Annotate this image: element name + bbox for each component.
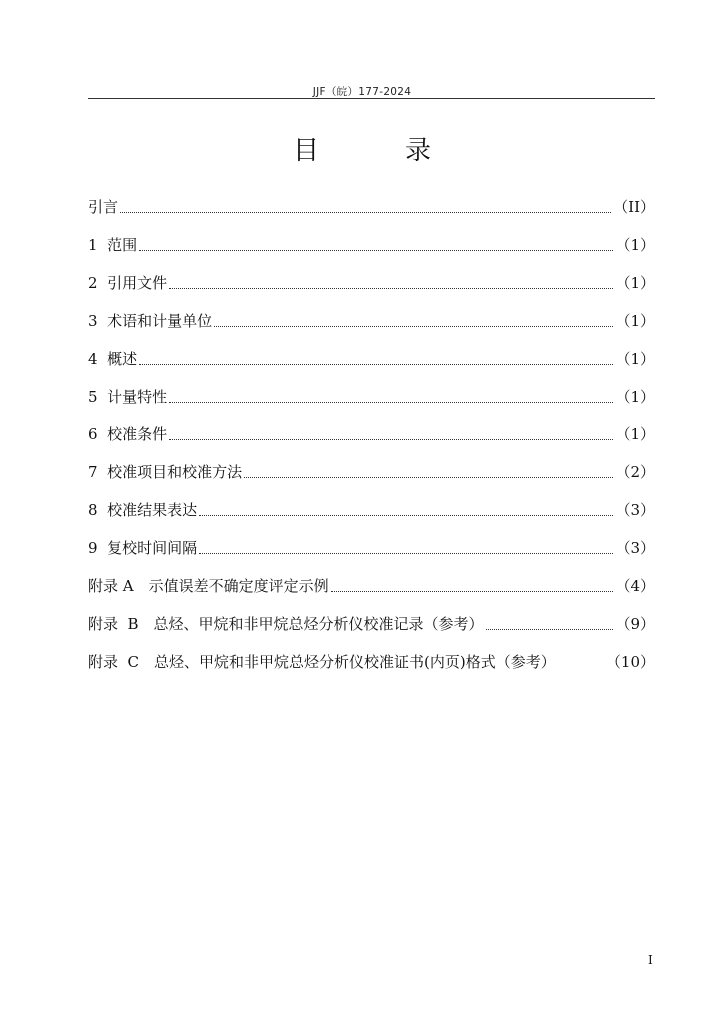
toc-entry-page: （1）: [615, 235, 655, 254]
toc-entry[interactable]: [88, 345, 655, 369]
toc-entry-label: 8 校准结果表达: [88, 501, 198, 520]
toc-entry-page: （1）: [615, 425, 655, 444]
toc-dot-leader: [214, 325, 613, 327]
toc-dot-leader: [199, 514, 613, 516]
toc-dot-leader: [169, 287, 613, 289]
toc-entry-label: 7 校准项目和校准方法: [88, 463, 243, 482]
toc-entry[interactable]: [88, 534, 655, 558]
toc-entry-label: 3 术语和计量单位: [88, 311, 213, 330]
toc-entry[interactable]: [88, 610, 655, 634]
toc-entry-page: （1）: [615, 311, 655, 330]
toc-entry-label: 1 范围: [88, 235, 138, 254]
toc-entry[interactable]: [88, 307, 655, 331]
toc-entry-label: 附录 A 示值误差不确定度评定示例: [88, 577, 329, 595]
toc-entry-label: 引言: [88, 198, 119, 216]
toc-entry-page: （2）: [615, 463, 655, 482]
toc-entry-page: （10）: [605, 652, 655, 671]
toc-entry-label: 附录 B 总烃、甲烷和非甲烷总烃分析仪校准记录（参考）: [88, 614, 484, 633]
toc-entry[interactable]: [88, 193, 655, 217]
toc-entry-label: 9 复校时间间隔: [88, 539, 198, 558]
header-divider: [88, 98, 655, 99]
toc-entry-page: （3）: [615, 501, 655, 520]
toc-entry-page: （1）: [615, 273, 655, 292]
toc-entry-page: （1）: [615, 387, 655, 406]
toc-dot-leader: [120, 211, 611, 213]
standard-code-header: JJF（皖）177-2024: [312, 86, 412, 98]
toc-title: 目 录: [292, 136, 461, 166]
toc-entry[interactable]: [88, 269, 655, 293]
toc-dot-leader: [139, 249, 613, 251]
toc-entry[interactable]: [88, 496, 655, 520]
toc-entry-label: 6 校准条件: [88, 425, 168, 444]
page-number: I: [648, 953, 653, 967]
toc-dot-leader: [558, 667, 604, 668]
toc-dot-leader: [331, 590, 614, 592]
toc-dot-leader: [199, 552, 613, 554]
toc-entry-label: 2 引用文件: [88, 273, 168, 292]
toc-entry-page: （4）: [615, 577, 655, 595]
toc-entry-label: 附录 C 总烃、甲烷和非甲烷总烃分析仪校准证书(内页)格式（参考）: [88, 652, 556, 671]
toc-dot-leader: [486, 628, 614, 630]
toc-entry-label: 5 计量特性: [88, 387, 168, 406]
toc-entry[interactable]: [88, 458, 655, 482]
toc-entry[interactable]: [88, 231, 655, 255]
toc-dot-leader: [169, 401, 613, 403]
toc-dot-leader: [169, 438, 613, 440]
toc-entry[interactable]: [88, 420, 655, 444]
toc-entry[interactable]: [88, 648, 655, 672]
toc-entry-page: （1）: [615, 349, 655, 368]
toc-dot-leader: [244, 476, 613, 478]
toc-entry-page: （3）: [615, 539, 655, 558]
toc-entry[interactable]: [88, 572, 655, 596]
toc-entry-page: （9）: [615, 614, 655, 633]
toc-dot-leader: [139, 363, 613, 365]
toc-entry-label: 4 概述: [88, 349, 138, 368]
toc-entry[interactable]: [88, 383, 655, 407]
toc-entry-page: （II）: [613, 198, 655, 216]
